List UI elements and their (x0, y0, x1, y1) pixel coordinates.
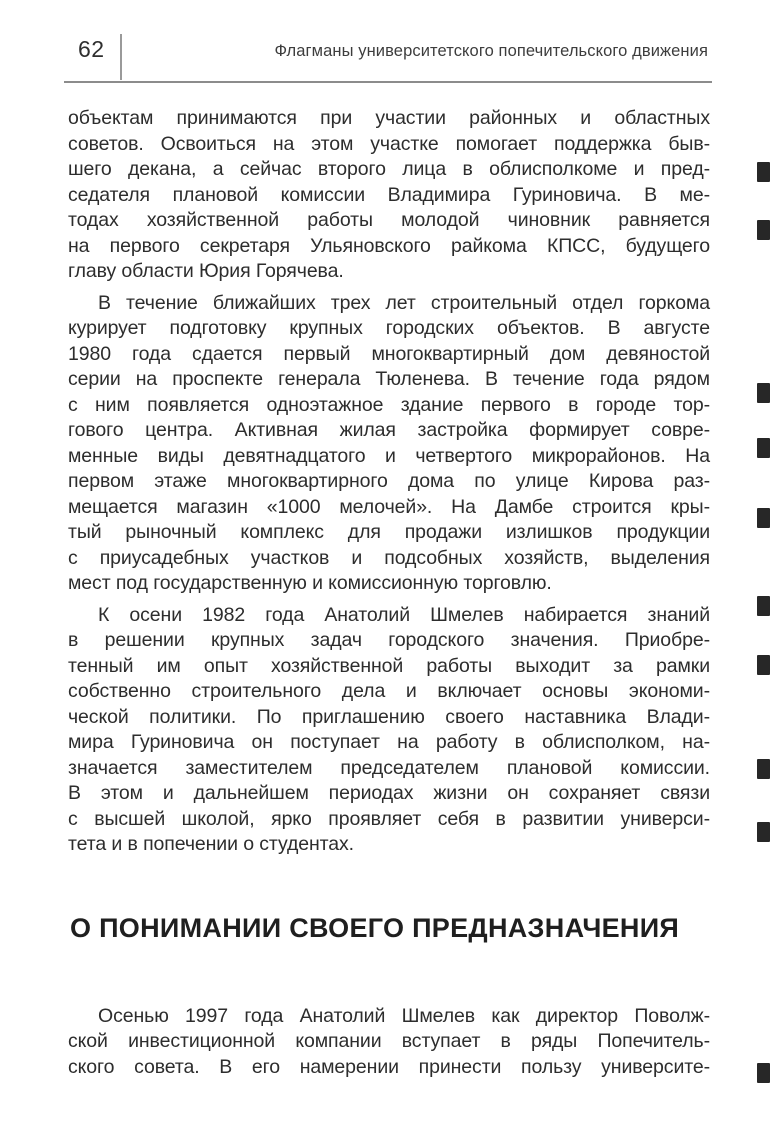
text-line: тодах хозяйственной работы молодой чиновник равняется (68, 209, 710, 231)
page-header (68, 34, 708, 80)
text-line: объектам принимаются при участии районных и областных (68, 107, 710, 129)
page-edge-mark (757, 162, 770, 182)
paragraph (68, 1004, 710, 1081)
page-edge-mark (757, 822, 770, 842)
text-line: В течение ближайших трех лет строительный отдел горкома (98, 291, 710, 314)
text-line: седателя плановой комиссии Владимира Гуриновича. В ме- (68, 183, 710, 206)
text-line: мещается магазин «1000 мелочей». На Дамбе строится кры- (68, 495, 710, 518)
text-line: тета и в попечении о студентах. (68, 833, 354, 855)
text-line: на первого секретаря Ульяновского райкома КПСС, будущего (68, 234, 710, 257)
text-line: советов. Освоиться на этом участке помогает поддержка быв- (68, 132, 710, 155)
page-edge-mark (757, 220, 770, 240)
body-paragraphs-after-heading (68, 1004, 710, 1081)
text-line: серии на проспекте генерала Тюленева. В течение года рядом (68, 368, 710, 390)
header-rule (64, 81, 712, 83)
text-line: гового центра. Активная жилая застройка формирует совре- (68, 419, 710, 441)
page-edge-mark (757, 383, 770, 403)
text-line: значается заместителем председателем плановой комиссии. (68, 756, 710, 779)
page-edge-mark (757, 759, 770, 779)
paragraph (68, 603, 710, 858)
page-edge-mark (757, 438, 770, 458)
text-line: ского совета. В его намерении принести пользу университе- (68, 1055, 710, 1078)
text-line: ской инвестиционной компании вступает в ряды Попечитель- (68, 1030, 710, 1052)
text-line: мест под государственную и комиссионную торговлю. (68, 572, 552, 594)
paragraph (68, 106, 710, 285)
text-line: с ним появляется одноэтажное здание первого в городе тор- (68, 393, 710, 416)
page-edge-mark (757, 1063, 770, 1083)
header-divider (120, 34, 122, 80)
text-line: мира Гуриновича он поступает на работу в облисполком, на- (68, 731, 710, 753)
text-line: К осени 1982 года Анатолий Шмелев набирается знаний (98, 603, 710, 626)
text-line: Осенью 1997 года Анатолий Шмелев как директор Поволж- (98, 1004, 710, 1027)
page-edge-mark (757, 508, 770, 528)
body-paragraphs (68, 106, 710, 858)
text-line: менные виды девятнадцатого и четвертого микрорайонов. На (68, 444, 710, 467)
page-body (68, 106, 710, 1080)
page-edge-mark (757, 655, 770, 675)
text-line: в решении крупных задач городского значения. Приобре- (68, 629, 710, 651)
paragraph (68, 291, 710, 597)
text-line: курирует подготовку крупных городских объектов. В августе (68, 317, 710, 339)
text-line: 1980 года сдается первый многоквартирный дом девяностой (68, 342, 710, 365)
text-line: В этом и дальнейшем периодах жизни он сохраняет связи (68, 782, 710, 804)
text-line: главу области Юрия Горячева. (68, 260, 344, 282)
text-line: ческой политики. По приглашению своего наставника Влади- (68, 705, 710, 728)
page-number: 62 (78, 36, 105, 62)
section-heading: О ПОНИМАНИИ СВОЕГО ПРЕДНАЗНАЧЕНИЯ (70, 912, 680, 943)
text-line: с высшей школой, ярко проявляет себя в развитии универси- (68, 807, 710, 830)
text-line: шего декана, а сейчас второго лица в облисполкоме и пред- (68, 158, 710, 180)
text-line: первом этаже многоквартирного дома по улице Кирова раз- (68, 470, 710, 492)
page-edge-mark (757, 596, 770, 616)
text-line: с приусадебных участков и подсобных хозяйств, выделения (68, 546, 710, 569)
text-line: тенный им опыт хозяйственной работы выходит за рамки (68, 654, 710, 677)
text-line: тый рыночный комплекс для продажи излишков продукции (68, 521, 710, 543)
running-title: Флагманы университетского попечительского движения (274, 42, 708, 60)
text-line: собственно строительного дела и включает основы экономи- (68, 680, 710, 702)
